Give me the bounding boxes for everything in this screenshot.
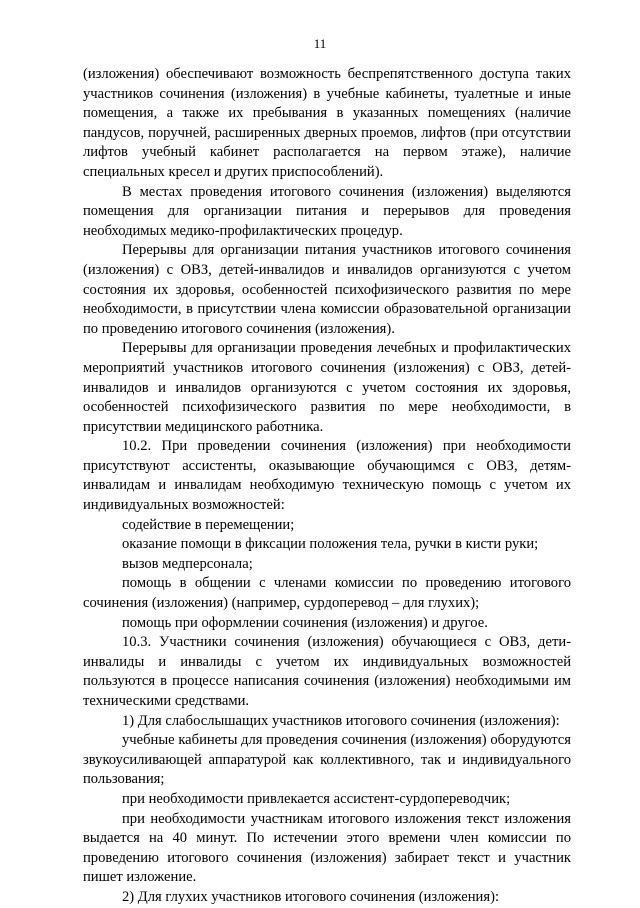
paragraph-rooms-for-meals: В местах проведения итогового сочинения (изложения) выделяются помещения для организации питания и перерывов для проведения необходимых медико-профилактических процедур. — [83, 183, 571, 239]
paragraph-hard-of-hearing-heading: 1) Для слабослышащих участников итогового сочинения (изложения): — [122, 712, 560, 729]
list-item-formatting-help: помощь при оформлении сочинения (изложения) и другое. — [122, 614, 488, 631]
list-item-call-medical-staff: вызов медперсонала; — [122, 555, 253, 572]
paragraph-meal-breaks: Перерывы для организации питания участников итогового сочинения (изложения) с ОВЗ, детей-инвалидов и инвалидов организуются с учетом состояния их здоровья, особенностей психофизического развития по мере необходимости, в присутствии члена комиссии образовательной организации по проведению итогового сочинения (изложения). — [83, 242, 571, 337]
list-item-text-40-minutes: при необходимости участникам итогового изложения текст изложения выдается на 40 минут. По истечении этого времени член комиссии по проведению итогового сочинения (изложения) забирает текст и участник пишет изложение. — [83, 810, 571, 886]
paragraph-deaf-participants-heading: 2) Для глухих участников итогового сочинения (изложения): — [122, 888, 499, 905]
paragraph-medical-breaks: Перерывы для организации проведения лечебных и профилактических мероприятий участников итогового сочинения (изложения) с ОВЗ, детей-инвалидов и инвалидов организуются с учетом состояния их здоровья, особенностей психофизического развития по мере необходимости, в присутствии медицинского работника. — [83, 340, 571, 435]
list-item-sign-interpreter: при необходимости привлекается ассистент-сурдопереводчик; — [122, 790, 511, 807]
page-number: 11 — [313, 36, 327, 51]
paragraph-accessibility-continued: (изложения) обеспечивают возможность беспрепятственного доступа таких участников сочинения (изложения) в учебные кабинеты, туалетные и иные помещения, а также их пребывания в указанных помещениях (наличие пандусов, поручней, расширенных дверных проемов, лифтов (при отсутствии лифтов учебный кабинет располагается на первом этаже), наличие специальных кресел и других приспособлений). — [83, 66, 571, 180]
list-item-sound-equipment: учебные кабинеты для проведения сочинения (изложения) оборудуются звукоусиливающей аппаратурой как коллективного, так и индивидуального пользования; — [83, 732, 571, 788]
list-item-movement-assistance: содействие в перемещении; — [122, 516, 295, 533]
list-item-body-position-help: оказание помощи в фиксации положения тела, ручки в кисти руки; — [122, 536, 539, 553]
list-item-communication-help: помощь в общении с членами комиссии по проведению итогового сочинения (изложения) (например, сурдоперевод – для глухих); — [83, 575, 571, 612]
document-body — [83, 65, 571, 908]
paragraph-section-10-2: 10.2. При проведении сочинения (изложения) при необходимости присутствуют ассистенты, оказывающие обучающимся с ОВЗ, детям-инвалидам и инвалидам необходимую техническую помощь с учетом их индивидуальных возможностей: — [83, 438, 571, 514]
paragraph-section-10-3: 10.3. Участники сочинения (изложения) обучающиеся с ОВЗ, дети-инвалиды и инвалиды с учетом их индивидуальных возможностей пользуются в процессе написания сочинения (изложения) необходимыми им техническими средствами. — [83, 634, 571, 709]
